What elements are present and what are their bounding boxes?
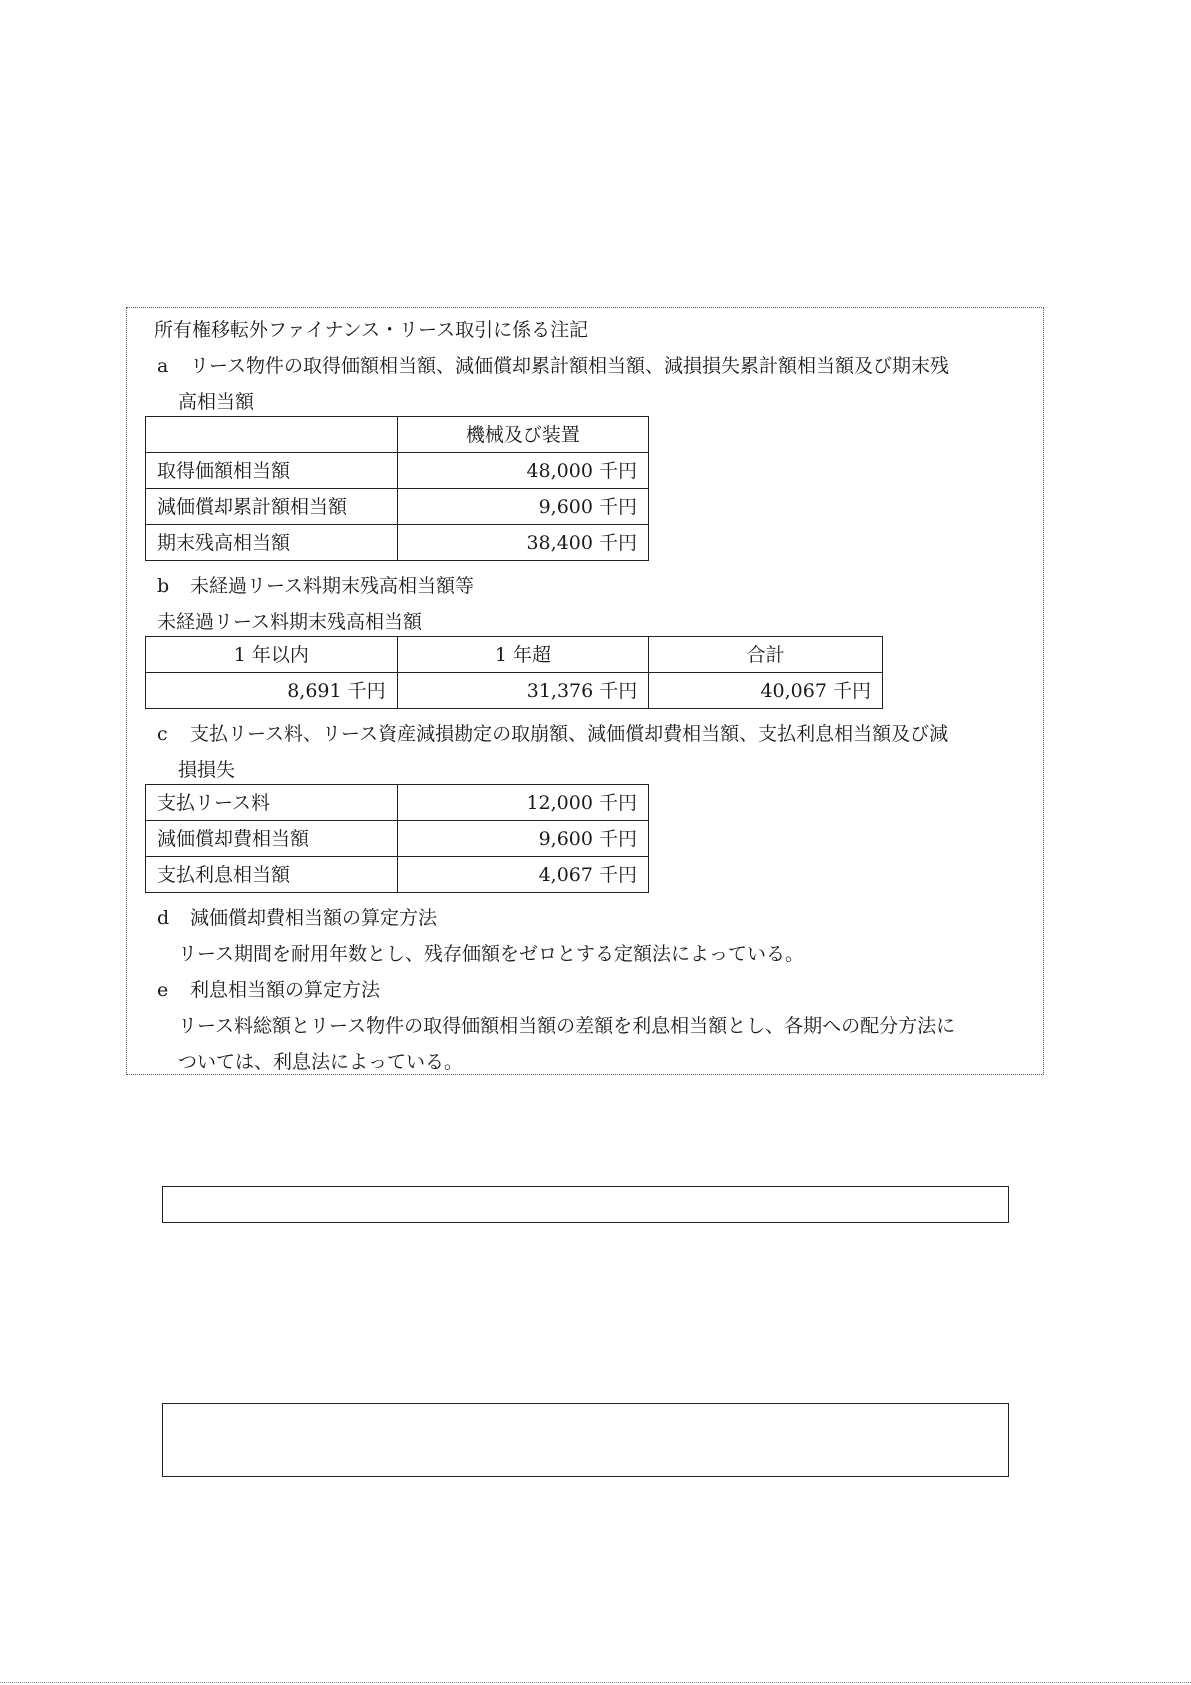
section-b-subtitle: 未経過リース料期末残高相当額 bbox=[157, 611, 423, 633]
section-c-label: c bbox=[157, 723, 168, 745]
row-value: 9,600 千円 bbox=[397, 489, 648, 525]
table-row bbox=[146, 453, 649, 489]
lease-expense-table bbox=[145, 784, 649, 893]
section-e-body-cont: ついては、利息法によっている。 bbox=[178, 1051, 464, 1073]
row-label: 支払リース料 bbox=[146, 785, 398, 821]
table-row bbox=[146, 673, 883, 709]
section-a-title-cont: 高相当額 bbox=[178, 391, 255, 413]
column-header: 合計 bbox=[649, 637, 883, 673]
note-heading: 所有権移転外ファイナンス・リース取引に係る注記 bbox=[154, 319, 589, 341]
column-header: 機械及び装置 bbox=[397, 417, 648, 453]
section-b-label: b bbox=[157, 575, 170, 597]
table-header-row bbox=[146, 417, 649, 453]
section-c-title: 支払リース料、リース資産減損勘定の取崩額、減価償却費相当額、支払利息相当額及び減 bbox=[190, 723, 949, 745]
section-d-title: 減価償却費相当額の算定方法 bbox=[190, 907, 438, 929]
section-e-label: e bbox=[157, 979, 169, 1001]
column-header: 1 年超 bbox=[397, 637, 649, 673]
row-value: 9,600 千円 bbox=[397, 821, 648, 857]
empty-box bbox=[162, 1186, 1009, 1223]
section-e-body: リース料総額とリース物件の取得価額相当額の差額を利息相当額とし、各期への配分方法に bbox=[178, 1015, 956, 1037]
cell-value: 8,691 千円 bbox=[146, 673, 398, 709]
table-row bbox=[146, 821, 649, 857]
empty-header-cell bbox=[146, 417, 398, 453]
table-row bbox=[146, 489, 649, 525]
row-value: 12,000 千円 bbox=[397, 785, 648, 821]
unexpired-lease-table bbox=[145, 636, 883, 709]
section-a-title: リース物件の取得価額相当額、減価償却累計額相当額、減損損失累計額相当額及び期末残 bbox=[190, 355, 950, 377]
row-label: 取得価額相当額 bbox=[146, 453, 398, 489]
bottom-rule bbox=[0, 1682, 1191, 1683]
table-row bbox=[146, 785, 649, 821]
cell-value: 40,067 千円 bbox=[649, 673, 883, 709]
table-header-row bbox=[146, 637, 883, 673]
row-label: 支払利息相当額 bbox=[146, 857, 398, 893]
cell-value: 31,376 千円 bbox=[397, 673, 649, 709]
empty-box bbox=[162, 1403, 1009, 1477]
acquisition-table bbox=[145, 416, 649, 561]
row-label: 減価償却累計額相当額 bbox=[146, 489, 398, 525]
row-value: 38,400 千円 bbox=[397, 525, 648, 561]
section-a-label: a bbox=[157, 355, 169, 377]
section-e-title: 利息相当額の算定方法 bbox=[190, 979, 381, 1001]
table-row bbox=[146, 857, 649, 893]
column-header: 1 年以内 bbox=[146, 637, 398, 673]
section-d-label: d bbox=[157, 907, 170, 929]
section-d-body: リース期間を耐用年数とし、残存価額をゼロとする定額法によっている。 bbox=[178, 943, 805, 965]
row-label: 減価償却費相当額 bbox=[146, 821, 398, 857]
row-value: 48,000 千円 bbox=[397, 453, 648, 489]
row-value: 4,067 千円 bbox=[397, 857, 648, 893]
row-label: 期末残高相当額 bbox=[146, 525, 398, 561]
section-c-title-cont: 損損失 bbox=[178, 759, 236, 781]
table-row bbox=[146, 525, 649, 561]
section-b-title: 未経過リース料期末残高相当額等 bbox=[190, 575, 475, 597]
